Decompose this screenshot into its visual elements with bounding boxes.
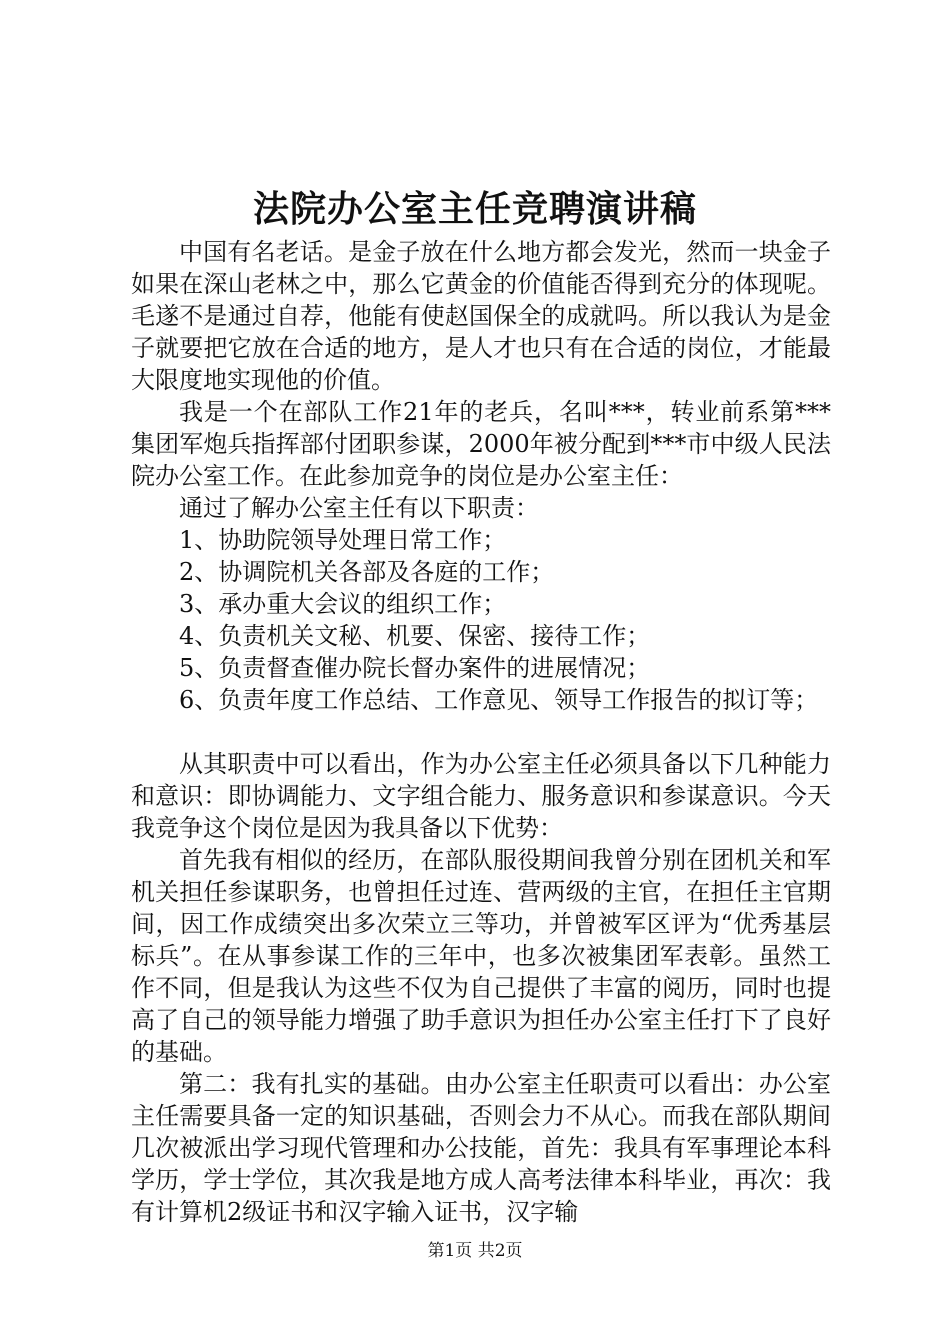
duty-item-2: 2、协调院机关各部及各庭的工作；: [179, 558, 555, 586]
duty-item-4: 4、负责机关文秘、机要、保密、接待工作；: [179, 622, 651, 650]
paragraph-foundation: 第二：我有扎实的基础。由办公室主任职责可以看出：办公室主任需要具备一定的知识基础，否则会力不从心。而我在部队期间几次被派出学习现代管理和办公技能，首先：我具有军事理论本科学历，学士学位，其次我是地方成人高考法律本科毕业，再次：我有计算机2级证书和汉字输入证书，汉字输: [131, 1070, 831, 1226]
paragraph-self-introduction: 我是一个在部队工作21年的老兵，名叫***，转业前系第***集团军炮兵指挥部付团职参谋，2000年被分配到***市中级人民法院办公室工作。在此参加竞争的岗位是办公室主任：: [131, 398, 831, 490]
duty-item-3: 3、承办重大会议的组织工作；: [179, 590, 507, 618]
duty-item-6: 6、负责年度工作总结、工作意见、领导工作报告的拟订等；: [179, 686, 819, 714]
page-footer: 第1页 共2页: [427, 1241, 523, 1261]
paragraph-experience: 首先我有相似的经历，在部队服役期间我曾分别在团机关和军机关担任参谋职务，也曾担任过连、营两级的主官，在担任主官期间，因工作成绩突出多次荣立三等功，并曾被军区评为“优秀基层标兵”。在从事参谋工作的三年中，也多次被集团军表彰。虽然工作不同，但是我认为这些不仅为自己提供了丰富的阅历，同时也提高了自己的领导能力增强了助手意识为担任办公室主任打下了良好的基础。: [131, 846, 831, 1066]
paragraph-duties-heading: 通过了解办公室主任有以下职责：: [179, 494, 539, 522]
duty-item-5: 5、负责督查催办院长督办案件的进展情况；: [179, 654, 651, 682]
document-body: [131, 236, 831, 1228]
paragraph-intro: 中国有名老话。是金子放在什么地方都会发光，然而一块金子如果在深山老林之中，那么它黄金的价值能否得到充分的体现呢。毛遂不是通过自荐，他能有使赵国保全的成就吗。所以我认为是金子就要把它放在合适的地方，是人才也只有在合适的岗位，才能最大限度地实现他的价值。: [131, 238, 831, 394]
paragraph-abilities: 从其职责中可以看出，作为办公室主任必须具备以下几种能力和意识：即协调能力、文字组合能力、服务意识和参谋意识。今天我竞争这个岗位是因为我具备以下优势：: [131, 750, 831, 842]
document-title: 法院办公室主任竞聘演讲稿: [252, 188, 697, 230]
duty-item-1: 1、协助院领导处理日常工作；: [179, 526, 507, 554]
